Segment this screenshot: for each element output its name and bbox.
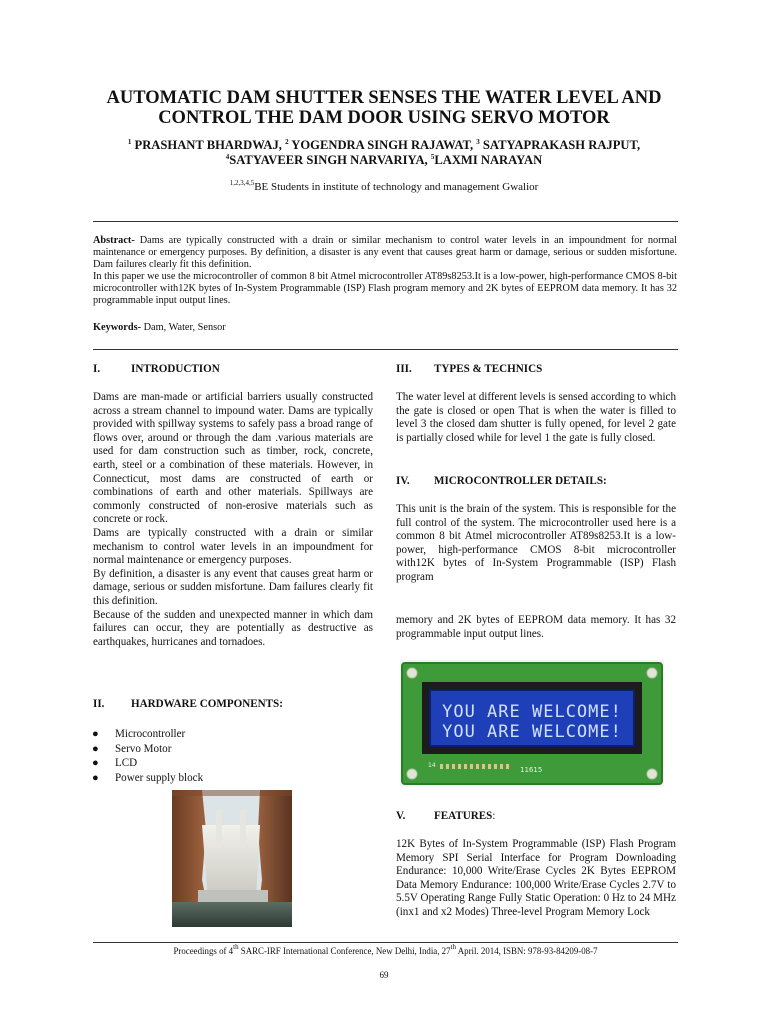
list-item xyxy=(90,742,340,757)
section-4-heading xyxy=(396,475,607,487)
section-1-heading xyxy=(93,363,220,375)
abstract-para-1 xyxy=(93,235,677,271)
micro-para-2: memory and 2K bytes of EEPROM data memory. It has 32 programmable input output lines. xyxy=(396,614,676,640)
section-5-heading xyxy=(396,810,495,822)
page-number: 69 xyxy=(379,970,389,980)
section-3-title: TYPES & TECHNICS xyxy=(434,363,543,375)
bullet-icon: ● xyxy=(92,771,99,784)
features-para-1: 12K Bytes of In-System Programmable (ISP) Flash Program Memory SPI Serial Interface for Program Downloading Endurance: 10,000 Write/Erase Cycles 2K Bytes EEPROM Data Memory Endurance: 100,000 Write/Erase Cycles 2.7V to 5.5V Operating Range Fully Static Operation: 0 Hz to 24 MHz (inx1 and x2 Modes) Three-level Program Memory Lock xyxy=(396,838,676,918)
section-2-title: HARDWARE COMPONENTS: xyxy=(131,698,283,710)
abstract-para-2: In this paper we use the microcontroller of common 8 bit Atmel microcontroller AT89s8253.It is a low-power, high-performance CMOS 8-bit microcontroller with12K bytes of In-System Programmable (ISP) Flash program memory and 2K bytes of EEPROM data memory. It has 32 programmable input output lines. xyxy=(93,271,677,307)
intro-para-2: Dams are typically constructed with a drain or similar mechanism to control water levels in an impoundment for normal maintenance or emergency purposes. xyxy=(93,526,373,567)
abstract xyxy=(93,235,677,308)
lcd-line-2: YOU ARE WELCOME! xyxy=(442,722,622,742)
author-2: YOGENDRA SINGH RAJAWAT, xyxy=(291,138,474,152)
micro-para-1: This unit is the brain of the system. This is responsible for the full control of the system. The microcontroller used here is a common 8 bit Atmel microcontroller AT89s8253.It is a low-power, high-performance CMOS 8-bit microcontroller with12K bytes of In-System Programmable (ISP) Flash program xyxy=(396,503,676,583)
footer-text-2: SARC-IRF International Conference, New Delhi, India, 27 xyxy=(238,946,451,956)
section-4-body-b xyxy=(396,614,676,641)
footer-rule xyxy=(93,942,678,943)
lcd-module xyxy=(400,660,664,787)
list-item-label: Power supply block xyxy=(115,771,204,784)
proceedings-footer xyxy=(93,943,678,956)
affiliation-index: 1,2,3,4,5 xyxy=(229,179,255,187)
section-4-body-a xyxy=(396,503,676,585)
intro-para-4: Because of the sudden and unexpected manner in which dam failures can occur, they are potentially as destructive as earthquakes, hurricanes and tornadoes. xyxy=(93,608,373,648)
keywords-text: Dam, Water, Sensor xyxy=(141,322,226,333)
author-4: SATYAVEER SINGH NARVARIYA, xyxy=(229,153,428,167)
author-1: PRASHANT BHARDWAJ, xyxy=(134,138,282,152)
author-3-index: 3 xyxy=(476,138,480,146)
author-2-index: 2 xyxy=(285,138,289,146)
footer-text-1: Proceedings of 4 xyxy=(173,946,234,956)
section-3-number: III. xyxy=(396,363,412,375)
section-5-title: FEATURES xyxy=(434,810,493,822)
author-1-index: 1 xyxy=(127,138,132,146)
top-rule xyxy=(93,221,678,222)
list-item xyxy=(90,756,340,771)
lcd-part-code: 11615 xyxy=(520,766,543,774)
author-line-2 xyxy=(60,153,708,168)
section-5-number: V. xyxy=(396,810,406,822)
section-1-number: I. xyxy=(93,363,101,375)
title-line-2: CONTROL THE DAM DOOR USING SERVO MOTOR xyxy=(158,108,610,128)
author-5: LAXMI NARAYAN xyxy=(434,153,543,167)
list-item xyxy=(90,727,340,742)
section-1-body xyxy=(93,391,373,649)
lcd-pin-label: 14 xyxy=(428,762,436,769)
list-item xyxy=(90,771,340,786)
intro-para-1: Dams are man-made or artificial barriers usually constructed across a stream channel to impound water. Dams are typically provided with spillway systems to safely pass a broad range of flows over, around or through the dam .various materials are used for dam construction such as timber, rock, concrete, earth, steel or a combination of these materials. However, in Connecticut, most dams are constructed of earth or combinations of earth and other materials. Spillways are commonly constructed of non-erosive materials such as concrete or rock. xyxy=(93,391,373,526)
section-5-body xyxy=(396,838,676,920)
lcd-photo xyxy=(400,660,664,787)
section-4-number: IV. xyxy=(396,475,410,487)
bullet-icon: ● xyxy=(92,728,99,740)
affiliation xyxy=(60,181,708,193)
author-5-index: 5 xyxy=(430,153,435,161)
abstract-text-1: Dams are typically constructed with a drain or similar mechanism to control water levels in an impoundment for normal maintenance or emergency purposes. By definition, a disaster is any event that causes great harm or damage, serious or sudden misfortune. Dam failures clearly fit this definition. xyxy=(93,235,677,271)
types-para-1: The water level at different levels is sensed according to which the gate is closed or open That is when the water is filled to level 3 the closed dam shutter is fully opened, for level 2 gate is partially closed while for level 1 the gate is fully closed. xyxy=(396,391,676,444)
title-line-1: AUTOMATIC DAM SHUTTER SENSES THE WATER LEVEL AND xyxy=(106,88,662,108)
section-3-heading xyxy=(396,363,542,375)
list-item-label: Microcontroller xyxy=(115,728,186,740)
affiliation-text: BE Students in institute of technology and management Gwalior xyxy=(254,181,539,193)
paper-title xyxy=(60,88,708,128)
keywords-label: Keywords- xyxy=(93,322,142,333)
list-item-label: Servo Motor xyxy=(115,742,172,755)
dam-illustration xyxy=(172,790,292,927)
intro-para-3: By definition, a disaster is any event that causes great harm or damage, serious or sudden misfortune. Dam failures clearly fit this definition. xyxy=(93,567,373,607)
component-list xyxy=(90,727,340,785)
footer-sup-1: th xyxy=(233,943,239,951)
section-3-body xyxy=(396,391,676,445)
section-5-colon: : xyxy=(492,810,496,822)
footer-sup-2: th xyxy=(450,943,456,951)
lcd-line-1: YOU ARE WELCOME! xyxy=(442,702,622,722)
keywords xyxy=(93,322,226,333)
abstract-rule xyxy=(93,349,678,350)
section-2-number: II. xyxy=(93,698,105,710)
list-item-label: LCD xyxy=(115,757,138,769)
section-1-title: INTRODUCTION xyxy=(131,363,220,375)
author-line-1 xyxy=(60,138,708,153)
dam-photo xyxy=(172,790,292,927)
author-3: SATYAPRAKASH RAJPUT, xyxy=(482,138,641,152)
section-4-title: MICROCONTROLLER DETAILS: xyxy=(434,475,607,487)
section-2-heading xyxy=(93,698,283,710)
author-4-index: 4 xyxy=(225,153,230,161)
bullet-icon: ● xyxy=(92,742,99,755)
abstract-label: Abstract- xyxy=(93,235,135,246)
author-list xyxy=(60,138,708,168)
footer-text-3: April. 2014, ISBN: 978-93-84209-08-7 xyxy=(456,946,598,956)
bullet-icon: ● xyxy=(92,757,99,769)
